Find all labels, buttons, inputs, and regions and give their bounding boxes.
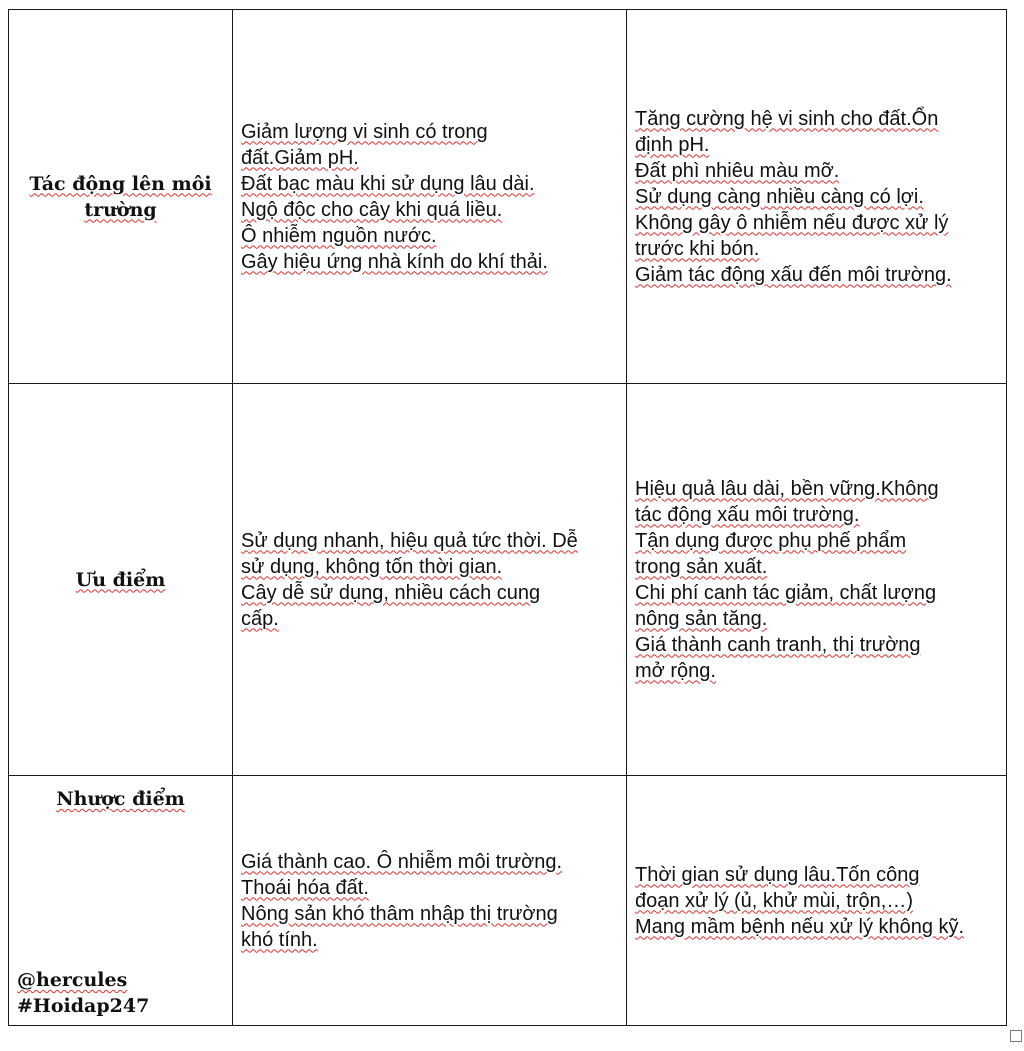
text-line: Thoái hóa đất.	[241, 876, 369, 899]
signature-handle: @hercules	[17, 969, 128, 991]
table-row	[9, 384, 1007, 776]
cell-text	[233, 528, 626, 632]
text-line: Giá thành canh tranh, thị trường	[635, 633, 921, 656]
table-resize-handle[interactable]	[1010, 1030, 1022, 1042]
text-line: tác động xấu môi trường.	[635, 503, 860, 526]
signature-tag: #Hoidap247	[17, 995, 150, 1017]
text-line: Giảm tác động xấu đến môi trường.	[635, 263, 952, 286]
text-line: Tận dụng được phụ phế phẩm	[635, 529, 907, 552]
text-line: trong sản xuất.	[635, 555, 768, 578]
cell-text	[627, 476, 1006, 684]
cell-text	[233, 119, 626, 275]
row-label-advantages: Ưu điểm	[75, 568, 166, 591]
table-cell[interactable]	[233, 384, 627, 776]
text-line: Ô nhiễm nguồn nước.	[241, 224, 437, 247]
text-line: Nông sản khó thâm nhập thị trường	[241, 902, 558, 925]
table-row	[9, 10, 1007, 384]
text-line: nông sản tăng.	[635, 607, 768, 630]
row-label-cell	[9, 776, 233, 1026]
text-line: Thời gian sử dụng lâu.Tốn công	[635, 863, 920, 886]
text-line: Sử dụng nhanh, hiệu quả tức thời. Dễ	[241, 529, 578, 552]
text-line: khó tính.	[241, 928, 318, 951]
text-line: Mang mầm bệnh nếu xử lý không kỹ.	[635, 915, 965, 938]
text-line: Đất phì nhiêu màu mỡ.	[635, 159, 840, 182]
text-line: Hiệu quả lâu dài, bền vững.Không	[635, 477, 939, 500]
text-line: định pH.	[635, 133, 710, 156]
text-line: Gây hiệu ứng nhà kính do khí thải.	[241, 250, 548, 273]
text-line: Đất bạc màu khi sử dụng lâu dài.	[241, 172, 535, 195]
text-line: Giá thành cao. Ô nhiễm môi trường.	[241, 850, 563, 873]
text-line: Cây dễ sử dụng, nhiều cách cung	[241, 581, 541, 604]
table-cell[interactable]	[233, 776, 627, 1026]
row-label-cell	[9, 384, 233, 776]
text-line: Ngộ độc cho cây khi quá liều.	[241, 198, 503, 221]
text-line: sử dụng, không tốn thời gian.	[241, 555, 503, 578]
table-cell[interactable]	[233, 10, 627, 384]
text-line: trước khi bón.	[635, 237, 760, 260]
comparison-table	[8, 9, 1007, 1026]
cell-text	[627, 862, 1006, 940]
table-cell[interactable]	[627, 776, 1007, 1026]
signature	[17, 967, 149, 1019]
text-line: Tăng cường hệ vi sinh cho đất.Ổn	[635, 107, 939, 130]
text-line: Chi phí canh tác giảm, chất lượng	[635, 581, 937, 604]
table-cell[interactable]	[627, 384, 1007, 776]
text-line: mở rộng.	[635, 659, 716, 682]
text-line: cấp.	[241, 607, 279, 630]
row-label-disadvantages: Nhược điểm	[56, 788, 185, 810]
text-line: Sử dụng càng nhiều càng có lợi.	[635, 185, 924, 208]
row-label-cell	[9, 10, 233, 384]
text-line: Giảm lượng vi sinh có trong	[241, 120, 488, 143]
cell-text	[233, 849, 626, 953]
table-row	[9, 776, 1007, 1026]
row-label-environment: Tác động lên môi trường	[29, 172, 212, 221]
text-line: đất.Giảm pH.	[241, 146, 359, 169]
text-line: đoạn xử lý (ủ, khử mùi, trộn,…)	[635, 889, 913, 912]
table-cell[interactable]	[627, 10, 1007, 384]
cell-text	[627, 106, 1006, 288]
text-line: Không gây ô nhiễm nếu được xử lý	[635, 211, 949, 234]
